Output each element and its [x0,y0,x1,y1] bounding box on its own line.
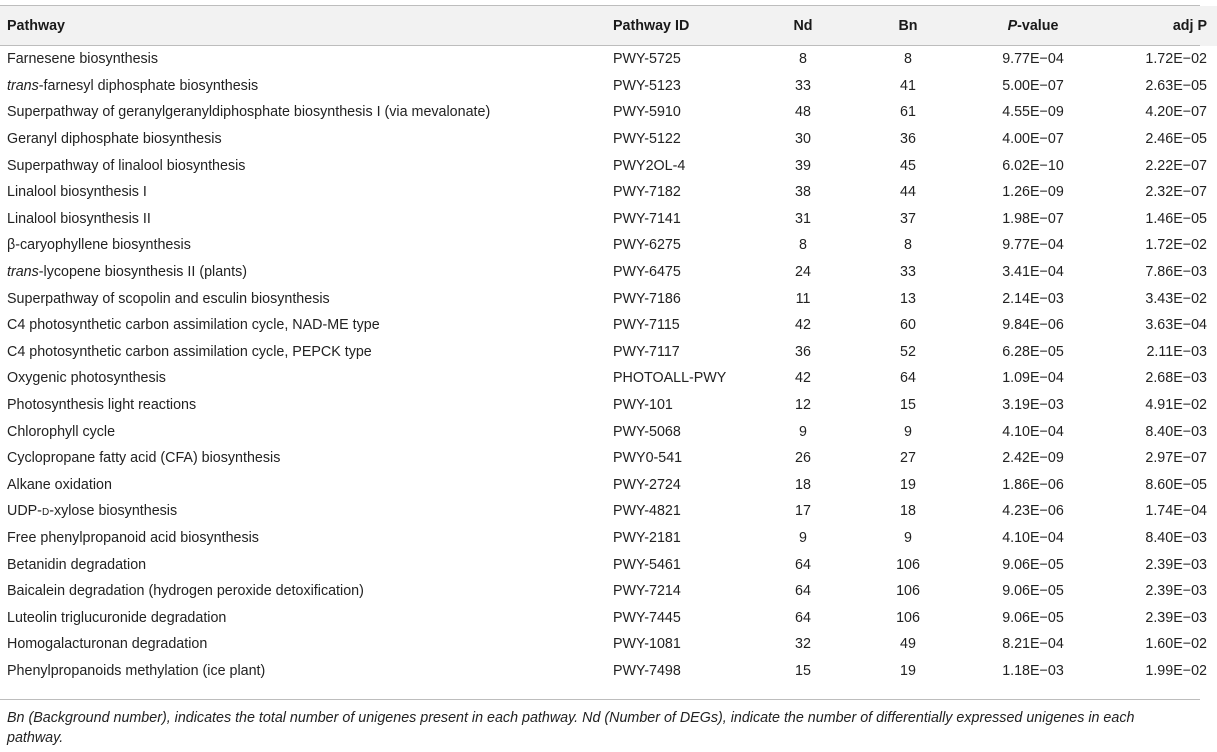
table-row [0,445,1217,472]
table-row [0,232,1217,259]
table-row [0,418,1217,445]
pathway-id-cell: PWY-5123 [613,77,681,94]
header-p-value [963,6,1103,46]
nd-cell: 8 [799,51,807,68]
p-value-cell: 2.42E−09 [1002,450,1064,467]
pathway-name-text: -lycopene biosynthesis II (plants) [38,264,247,281]
bn-cell: 36 [900,131,916,148]
nd-cell: 15 [795,662,811,679]
adj-p-cell: 4.91E−02 [1145,397,1207,414]
table-row [0,631,1217,658]
pathway-name-prefix: UDP- [7,503,42,520]
adj-p-cell: 2.32E−07 [1145,184,1207,201]
bn-cell: 37 [900,210,916,227]
nd-cell: 42 [795,317,811,334]
adj-p-cell: 2.11E−03 [1146,343,1207,360]
table-row [0,46,1217,73]
pathway-id-cell: PWY-7498 [613,662,681,679]
pathway-name-text: Superpathway of geranylgeranyldiphosphate biosynthesis I (via mevalonate) [7,104,491,121]
pathway-name-text: Photosynthesis light reactions [7,397,197,414]
table-row [0,206,1217,233]
pathway-id-cell: PWY-6275 [613,237,681,254]
pathway-name-text: Alkane oxidation [7,476,112,493]
pathway-id-cell: PHOTOALL-PWY [613,370,727,387]
header-p-italic: P [1007,18,1018,34]
pathway-name-cell [0,259,613,286]
pathway-name-text: Linalool biosynthesis I [7,184,147,201]
table-row [0,392,1217,419]
pathway-id-cell: PWY0-541 [613,450,683,467]
bn-cell: 9 [904,423,912,440]
p-value-cell: 1.86E−06 [1002,476,1064,493]
pathway-name-text: Betanidin degradation [7,556,147,573]
pathway-name-text: Free phenylpropanoid acid biosynthesis [7,529,259,546]
nd-cell: 12 [795,397,811,414]
bn-cell: 45 [900,157,916,174]
header-rule [0,45,1200,46]
adj-p-cell: 1.60E−02 [1145,636,1207,653]
nd-cell: 26 [795,450,811,467]
pathway-name-text: -farnesyl diphosphate biosynthesis [38,77,259,94]
pathway-name-cell [0,312,613,339]
adj-p-cell: 2.22E−07 [1145,157,1207,174]
bn-cell: 60 [900,317,916,334]
table-row [0,152,1217,179]
p-value-cell: 4.00E−07 [1002,131,1064,148]
header-adj-p: adj P [1172,18,1207,34]
pathway-id-cell: PWY-7141 [613,210,681,227]
bn-cell: 106 [896,583,920,600]
pathway-name-smallcaps: d [41,503,50,520]
header-row [0,6,1217,46]
bn-cell: 18 [900,503,916,520]
p-value-cell: 4.55E−09 [1002,104,1064,121]
pathway-name-cell [0,126,613,153]
table-row [0,312,1217,339]
adj-p-cell: 1.99E−02 [1145,662,1207,679]
nd-cell: 32 [795,636,811,653]
nd-cell: 64 [795,556,811,573]
adj-p-cell: 8.60E−05 [1145,476,1207,493]
nd-cell: 11 [795,290,811,307]
pathway-name-text: Phenylpropanoids methylation (ice plant) [7,662,266,679]
pathway-name-text: Linalool biosynthesis II [7,210,151,227]
adj-p-cell: 8.40E−03 [1145,529,1207,546]
nd-cell: 8 [799,237,807,254]
pathway-name-cell [0,551,613,578]
pathway-id-cell: PWY-5461 [613,556,681,573]
p-value-cell: 9.77E−04 [1002,51,1064,68]
pathway-name-cell [0,179,613,206]
bn-cell: 61 [900,104,916,121]
adj-p-cell: 2.63E−05 [1145,77,1207,94]
table-row [0,259,1217,286]
nd-cell: 39 [795,157,811,174]
pathway-id-cell: PWY-2724 [613,476,681,493]
pathway-id-cell: PWY-5910 [613,104,681,121]
bn-cell: 33 [900,264,916,281]
p-value-cell: 8.21E−04 [1002,636,1064,653]
pathway-id-cell: PWY-2181 [613,529,681,546]
bn-cell: 19 [900,476,916,493]
pathway-name-cell [0,232,613,259]
table-row [0,658,1217,685]
p-value-cell: 6.28E−05 [1002,343,1064,360]
adj-p-cell: 1.72E−02 [1145,237,1207,254]
pathway-name-cell [0,418,613,445]
bn-cell: 19 [900,662,916,679]
adj-p-cell: 2.68E−03 [1145,370,1207,387]
pathway-name-cell [0,631,613,658]
pathway-name-cell [0,339,613,366]
pathway-name-text: Oxygenic photosynthesis [7,370,166,387]
pathway-name-cell [0,365,613,392]
header-bn: Bn [898,18,918,34]
bn-cell: 9 [904,529,912,546]
nd-cell: 36 [795,343,811,360]
adj-p-cell: 1.72E−02 [1145,51,1207,68]
pathway-name-text: Baicalein degradation (hydrogen peroxide detoxification) [7,583,364,600]
table-row [0,179,1217,206]
pathway-name-text: Geranyl diphosphate biosynthesis [7,131,222,148]
pathway-id-cell: PWY-6475 [613,264,681,281]
p-value-cell: 3.19E−03 [1002,397,1064,414]
table-footnote: Bn (Background number), indicates the total number of unigenes present in each pathway. Nd (Number of DEGs), indicate the number of differentially expressed unigenes in each pathway. [7,710,1135,746]
adj-p-cell: 2.39E−03 [1145,583,1207,600]
adj-p-cell: 7.86E−03 [1145,264,1207,281]
pathway-name-text: Superpathway of linalool biosynthesis [7,157,246,174]
nd-cell: 9 [799,423,807,440]
pathway-id-cell: PWY-7117 [613,343,680,360]
pathway-name-cell [0,206,613,233]
nd-cell: 64 [795,583,811,600]
table-row [0,498,1217,525]
table-row [0,73,1217,100]
p-value-cell: 1.09E−04 [1002,370,1064,387]
pathway-name-cell [0,578,613,605]
nd-cell: 64 [795,609,811,626]
adj-p-cell: 1.46E−05 [1145,210,1207,227]
p-value-cell: 9.77E−04 [1002,237,1064,254]
pathway-id-cell: PWY-5725 [613,51,681,68]
nd-cell: 17 [795,503,811,520]
bn-cell: 13 [900,290,916,307]
pathway-name-cell [0,604,613,631]
pathway-name-cell [0,658,613,685]
pathway-id-cell: PWY-7186 [613,290,681,307]
table-row [0,365,1217,392]
nd-cell: 18 [795,476,811,493]
adj-p-cell: 4.20E−07 [1145,104,1207,121]
nd-cell: 42 [795,370,811,387]
pathway-name-text: C4 photosynthetic carbon assimilation cycle, PEPCK type [7,343,372,360]
header-p-rest: -value [1017,18,1059,34]
pathway-id-cell: PWY-5122 [613,131,681,148]
bn-cell: 64 [900,370,916,387]
pathway-name-cell [0,445,613,472]
p-value-cell: 6.02E−10 [1002,157,1064,174]
table-row [0,126,1217,153]
pathway-id-cell: PWY2OL-4 [613,157,686,174]
pathway-id-cell: PWY-4821 [613,503,681,520]
pathway-id-cell: PWY-7115 [613,317,680,334]
pathway-id-cell: PWY-1081 [613,636,681,653]
pathway-name-cell [0,392,613,419]
p-value-cell: 1.98E−07 [1002,210,1064,227]
pathway-id-cell: PWY-7214 [613,583,681,600]
pathway-name-text: β-caryophyllene biosynthesis [7,237,191,254]
p-value-cell: 2.14E−03 [1002,290,1064,307]
pathway-table [0,6,1217,684]
adj-p-cell: 2.46E−05 [1145,131,1207,148]
header-pathway: Pathway [7,18,66,34]
pathway-id-cell: PWY-101 [613,397,673,414]
nd-cell: 31 [795,210,811,227]
bn-cell: 106 [896,609,920,626]
pathway-name-cell [0,99,613,126]
nd-cell: 24 [795,264,811,281]
table-row [0,339,1217,366]
pathway-name-text: Cyclopropane fatty acid (CFA) biosynthesis [7,450,281,467]
table-body [0,46,1217,684]
header-pathway-id: Pathway ID [613,18,690,34]
pathway-name-text: Farnesene biosynthesis [7,51,158,68]
nd-cell: 30 [795,131,811,148]
nd-cell: 48 [795,104,811,121]
p-value-cell: 1.18E−03 [1002,662,1064,679]
p-value-cell: 9.06E−05 [1002,583,1064,600]
pathway-id-cell: PWY-7182 [613,184,681,201]
table-row [0,551,1217,578]
pathway-id-cell: PWY-5068 [613,423,681,440]
pathway-id-cell: PWY-7445 [613,609,681,626]
p-value-cell: 4.10E−04 [1002,423,1064,440]
table-row [0,525,1217,552]
bn-cell: 49 [900,636,916,653]
bn-cell: 15 [900,397,916,414]
table-row [0,285,1217,312]
pathway-name-cell [0,285,613,312]
p-value-cell: 4.23E−06 [1002,503,1064,520]
adj-p-cell: 8.40E−03 [1145,423,1207,440]
nd-cell: 33 [795,77,811,94]
table-row [0,578,1217,605]
adj-p-cell: 3.63E−04 [1145,317,1207,334]
adj-p-cell: 3.43E−02 [1145,290,1207,307]
adj-p-cell: 2.39E−03 [1145,609,1207,626]
p-value-cell: 5.00E−07 [1002,77,1064,94]
pathway-name-cell [0,472,613,499]
p-value-cell: 9.06E−05 [1002,609,1064,626]
p-value-cell: 9.84E−06 [1002,317,1064,334]
bn-cell: 106 [896,556,920,573]
nd-cell: 9 [799,529,807,546]
bn-cell: 27 [900,450,916,467]
bn-cell: 52 [900,343,916,360]
adj-p-cell: 2.39E−03 [1145,556,1207,573]
p-value-cell: 9.06E−05 [1002,556,1064,573]
bottom-rule [0,699,1200,700]
pathway-name-text: Luteolin triglucuronide degradation [7,609,227,626]
pathway-name-text: Superpathway of scopolin and esculin biosynthesis [7,290,330,307]
header-nd: Nd [793,18,813,34]
pathway-name-cell [0,152,613,179]
pathway-name-cell [0,46,613,73]
pathway-name-text: -xylose biosynthesis [49,503,178,520]
p-value-cell: 4.10E−04 [1002,529,1064,546]
nd-cell: 38 [795,184,811,201]
p-value-cell: 3.41E−04 [1002,264,1064,281]
pathway-name-text: Chlorophyll cycle [7,423,116,440]
table-row [0,604,1217,631]
bn-cell: 8 [904,51,912,68]
pathway-name-cell [0,525,613,552]
table-row [0,99,1217,126]
adj-p-cell: 1.74E−04 [1145,503,1207,520]
table-row [0,472,1217,499]
pathway-name-text: Homogalacturonan degradation [7,636,208,653]
bn-cell: 41 [900,77,916,94]
pathway-name-italic: trans [7,264,39,281]
adj-p-cell: 2.97E−07 [1145,450,1207,467]
pathway-name-text: C4 photosynthetic carbon assimilation cycle, NAD-ME type [7,317,380,334]
bn-cell: 44 [900,184,916,201]
pathway-name-cell [0,73,613,100]
pathway-name-cell [0,498,613,525]
p-value-cell: 1.26E−09 [1002,184,1064,201]
pathway-name-italic: trans [7,77,39,94]
bn-cell: 8 [904,237,912,254]
